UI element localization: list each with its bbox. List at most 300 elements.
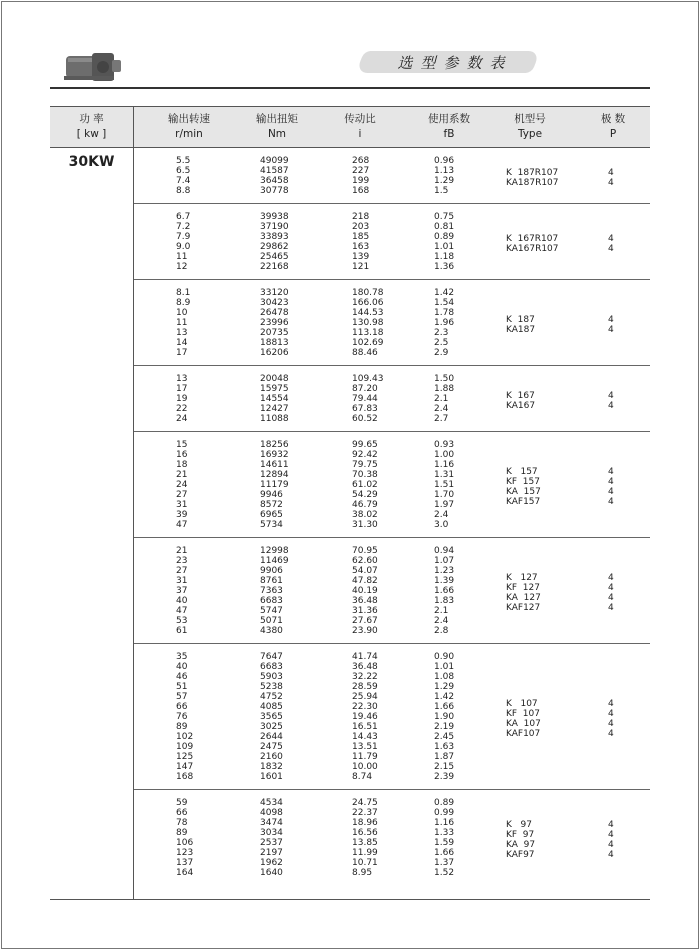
output-torque-column-value: 23996 [260, 318, 289, 328]
service-factor-column-value: 2.4 [434, 510, 449, 520]
poles-column-value: 4 [608, 583, 614, 593]
service-factor-column-value: 1.01 [434, 662, 455, 672]
ratio-column-value: 109.43 [352, 374, 384, 384]
table-group [134, 148, 650, 203]
output-torque-column-value: 5238 [260, 682, 283, 692]
service-factor-column [434, 212, 454, 272]
service-factor-column-value: 0.89 [434, 798, 455, 808]
output-speed-column-value: 24 [176, 414, 188, 424]
type-column-value: K 127 [506, 573, 538, 583]
ratio-column-value: 16.56 [352, 828, 378, 838]
output-speed-column-value: 9.0 [176, 242, 191, 252]
ratio-column-value: 11.79 [352, 752, 378, 762]
output-speed-column [176, 546, 187, 636]
ratio-column-value: 24.75 [352, 798, 378, 808]
type-column-value: KA187 [506, 325, 536, 335]
ratio-column-value: 16.51 [352, 722, 378, 732]
output-torque-column-value: 2475 [260, 742, 283, 752]
ratio-column-value: 180.78 [352, 288, 384, 298]
output-torque-column [260, 156, 289, 196]
output-speed-column-value: 24 [176, 480, 188, 490]
output-torque-column-value: 2160 [260, 752, 283, 762]
output-torque-column [260, 652, 283, 782]
poles-column-value: 4 [608, 325, 614, 335]
ratio-column-value: 139 [352, 252, 370, 262]
service-factor-column-value: 1.83 [434, 596, 455, 606]
service-factor-column-value: 1.36 [434, 262, 455, 272]
service-factor-column-value: 1.63 [434, 742, 455, 752]
col-torque: 输出扭矩 Nm [256, 113, 298, 140]
ratio-column-value: 121 [352, 262, 370, 272]
table-group [134, 538, 650, 643]
output-speed-column-value: 7.2 [176, 222, 191, 232]
output-torque-column-value: 12894 [260, 470, 289, 480]
service-factor-column-value: 0.81 [434, 222, 455, 232]
output-speed-column-value: 11 [176, 318, 188, 328]
poles-column-value: 4 [608, 168, 614, 178]
output-speed-column [176, 156, 190, 196]
output-speed-column [176, 440, 187, 530]
service-factor-column [434, 156, 454, 196]
type-column-value: K 107 [506, 699, 538, 709]
service-factor-column-value: 1.59 [434, 838, 455, 848]
header-rule [50, 87, 650, 89]
ratio-column [352, 212, 369, 272]
ratio-column-value: 185 [352, 232, 370, 242]
type-column-value: K 167 [506, 391, 535, 401]
poles-column-value: 4 [608, 477, 614, 487]
ratio-column-value: 27.67 [352, 616, 378, 626]
output-speed-column-value: 27 [176, 566, 188, 576]
output-speed-column-value: 17 [176, 384, 188, 394]
type-column-value: KF 107 [506, 709, 540, 719]
type-column-value: KAF107 [506, 729, 541, 739]
output-torque-column-value: 4380 [260, 626, 283, 636]
table-group [134, 644, 650, 789]
service-factor-column-value: 2.4 [434, 616, 449, 626]
service-factor-column [434, 288, 454, 358]
col-ratio: 传动比 i [344, 113, 376, 140]
output-torque-column-value: 39938 [260, 212, 289, 222]
output-speed-column-value: 18 [176, 460, 188, 470]
service-factor-column-value: 1.90 [434, 712, 455, 722]
output-torque-column-value: 3474 [260, 818, 283, 828]
service-factor-column-value: 1.78 [434, 308, 455, 318]
output-torque-column-value: 18256 [260, 440, 289, 450]
gear-motor-logo-icon [62, 48, 124, 84]
col-type: 机型号 Type [514, 113, 546, 140]
output-torque-column [260, 288, 289, 358]
output-torque-column-value: 12427 [260, 404, 289, 414]
output-torque-column-value: 37190 [260, 222, 289, 232]
output-speed-column-value: 106 [176, 838, 194, 848]
output-speed-column-value: 37 [176, 586, 188, 596]
output-speed-column-value: 125 [176, 752, 194, 762]
output-torque-column-value: 5734 [260, 520, 283, 530]
output-torque-column [260, 212, 289, 272]
output-torque-column-value: 30778 [260, 186, 289, 196]
output-torque-column-value: 4085 [260, 702, 283, 712]
output-torque-column-value: 15975 [260, 384, 289, 394]
table-group [134, 204, 650, 279]
type-column-value: KA 127 [506, 593, 541, 603]
output-speed-column-value: 102 [176, 732, 194, 742]
output-torque-column-value: 2644 [260, 732, 283, 742]
ratio-column-value: 62.60 [352, 556, 378, 566]
service-factor-column-value: 1.00 [434, 450, 455, 460]
output-speed-column-value: 51 [176, 682, 188, 692]
output-torque-column-value: 2537 [260, 838, 283, 848]
poles-column-value: 4 [608, 573, 614, 583]
ratio-column-value: 60.52 [352, 414, 378, 424]
output-torque-column-value: 8572 [260, 500, 283, 510]
service-factor-column-value: 1.51 [434, 480, 455, 490]
type-column-value: K 187 [506, 315, 535, 325]
output-speed-column-value: 47 [176, 606, 188, 616]
output-speed-column-value: 78 [176, 818, 188, 828]
output-speed-column-value: 164 [176, 868, 194, 878]
type-column-value: KA 157 [506, 487, 541, 497]
ratio-column-value: 99.65 [352, 440, 378, 450]
output-speed-column-value: 8.1 [176, 288, 191, 298]
output-speed-column-value: 27 [176, 490, 188, 500]
type-column [506, 820, 535, 860]
service-factor-column-value: 0.94 [434, 546, 455, 556]
output-speed-column-value: 57 [176, 692, 188, 702]
output-speed-column [176, 798, 193, 878]
ratio-column-value: 25.94 [352, 692, 378, 702]
output-speed-column-value: 12 [176, 262, 188, 272]
poles-column [608, 573, 614, 613]
output-torque-column-value: 11179 [260, 480, 289, 490]
poles-column-value: 4 [608, 699, 614, 709]
output-speed-column-value: 31 [176, 576, 188, 586]
output-speed-column-value: 22 [176, 404, 188, 414]
output-speed-column-value: 53 [176, 616, 188, 626]
service-factor-column-value: 3.0 [434, 520, 449, 530]
ratio-column-value: 8.74 [352, 772, 373, 782]
poles-column [608, 234, 614, 254]
ratio-column-value: 13.85 [352, 838, 378, 848]
output-speed-column-value: 168 [176, 772, 194, 782]
type-column [506, 573, 541, 613]
output-torque-column-value: 36458 [260, 176, 289, 186]
output-speed-column-value: 89 [176, 828, 188, 838]
service-factor-column-value: 1.31 [434, 470, 455, 480]
output-speed-column-value: 15 [176, 440, 188, 450]
service-factor-column-value: 1.5 [434, 186, 449, 196]
output-speed-column-value: 16 [176, 450, 188, 460]
col-service-factor: 使用系数 fB [428, 113, 470, 140]
poles-column [608, 391, 614, 411]
ratio-column-value: 61.02 [352, 480, 378, 490]
output-torque-column-value: 6965 [260, 510, 283, 520]
poles-column-value: 4 [608, 497, 614, 507]
output-speed-column-value: 35 [176, 652, 188, 662]
output-speed-column-value: 10 [176, 308, 188, 318]
output-speed-column-value: 39 [176, 510, 188, 520]
service-factor-column-value: 1.01 [434, 242, 455, 252]
service-factor-column-value: 1.66 [434, 586, 455, 596]
ratio-column-value: 163 [352, 242, 370, 252]
output-torque-column [260, 374, 289, 424]
service-factor-column-value: 2.5 [434, 338, 449, 348]
output-torque-column-value: 8761 [260, 576, 283, 586]
poles-column-value: 4 [608, 391, 614, 401]
service-factor-column-value: 0.99 [434, 808, 455, 818]
type-column [506, 391, 535, 411]
ratio-column-value: 41.74 [352, 652, 378, 662]
service-factor-column [434, 798, 454, 878]
output-torque-column-value: 18813 [260, 338, 289, 348]
service-factor-column-value: 0.96 [434, 156, 455, 166]
type-column-value: KF 97 [506, 830, 535, 840]
ratio-column-value: 70.95 [352, 546, 378, 556]
service-factor-column-value: 1.66 [434, 848, 455, 858]
service-factor-column-value: 1.52 [434, 868, 455, 878]
output-torque-column-value: 1601 [260, 772, 283, 782]
service-factor-column-value: 1.33 [434, 828, 455, 838]
poles-column-value: 4 [608, 487, 614, 497]
ratio-column-value: 70.38 [352, 470, 378, 480]
output-speed-column-value: 17 [176, 348, 188, 358]
service-factor-column-value: 0.93 [434, 440, 455, 450]
ratio-column-value: 11.99 [352, 848, 378, 858]
output-torque-column-value: 22168 [260, 262, 289, 272]
ratio-column-value: 36.48 [352, 596, 378, 606]
ratio-column [352, 440, 378, 530]
power-value: 30KW [68, 154, 115, 170]
type-column-value: K 187R107 [506, 168, 559, 178]
type-column [506, 234, 559, 254]
poles-column-value: 4 [608, 401, 614, 411]
service-factor-column [434, 652, 454, 782]
output-torque-column [260, 546, 289, 636]
output-torque-column-value: 4534 [260, 798, 283, 808]
output-torque-column-value: 11088 [260, 414, 289, 424]
output-torque-column-value: 49099 [260, 156, 289, 166]
ratio-column-value: 203 [352, 222, 370, 232]
service-factor-column-value: 1.13 [434, 166, 455, 176]
ratio-column-value: 67.83 [352, 404, 378, 414]
poles-column-value: 4 [608, 603, 614, 613]
service-factor-column-value: 1.08 [434, 672, 455, 682]
type-column-value: KF 127 [506, 583, 540, 593]
ratio-column-value: 8.95 [352, 868, 373, 878]
ratio-column-value: 46.79 [352, 500, 378, 510]
ratio-column-value: 87.20 [352, 384, 378, 394]
output-torque-column-value: 11469 [260, 556, 289, 566]
poles-column-value: 4 [608, 178, 614, 188]
ratio-column-value: 199 [352, 176, 370, 186]
output-speed-column-value: 47 [176, 520, 188, 530]
output-torque-column-value: 33120 [260, 288, 289, 298]
output-speed-column-value: 23 [176, 556, 188, 566]
service-factor-column-value: 2.8 [434, 626, 449, 636]
ratio-column-value: 28.59 [352, 682, 378, 692]
output-torque-column [260, 798, 283, 878]
output-torque-column-value: 20735 [260, 328, 289, 338]
ratio-column [352, 288, 384, 358]
output-speed-column-value: 66 [176, 808, 188, 818]
service-factor-column-value: 1.29 [434, 176, 455, 186]
service-factor-column-value: 1.42 [434, 692, 455, 702]
output-speed-column-value: 7.4 [176, 176, 191, 186]
output-speed-column-value: 13 [176, 374, 188, 384]
output-torque-column-value: 1832 [260, 762, 283, 772]
output-torque-column-value: 7363 [260, 586, 283, 596]
ratio-column-value: 268 [352, 156, 370, 166]
ratio-column-value: 47.82 [352, 576, 378, 586]
poles-column-value: 4 [608, 820, 614, 830]
ratio-column [352, 652, 378, 782]
service-factor-column-value: 2.19 [434, 722, 455, 732]
poles-column [608, 315, 614, 335]
output-speed-column-value: 89 [176, 722, 188, 732]
service-factor-column-value: 2.3 [434, 328, 449, 338]
service-factor-column-value: 0.89 [434, 232, 455, 242]
ratio-column-value: 31.36 [352, 606, 378, 616]
output-speed-column [176, 212, 190, 272]
ratio-column-value: 22.30 [352, 702, 378, 712]
output-torque-column-value: 12998 [260, 546, 289, 556]
ratio-column-value: 54.07 [352, 566, 378, 576]
service-factor-column-value: 1.07 [434, 556, 455, 566]
ratio-column [352, 156, 369, 196]
output-torque-column-value: 3025 [260, 722, 283, 732]
ratio-column-value: 31.30 [352, 520, 378, 530]
output-speed-column-value: 61 [176, 626, 188, 636]
poles-column-value: 4 [608, 840, 614, 850]
ratio-column-value: 13.51 [352, 742, 378, 752]
poles-column [608, 467, 614, 507]
type-column-value: K 97 [506, 820, 532, 830]
output-speed-column-value: 7.9 [176, 232, 191, 242]
ratio-column-value: 113.18 [352, 328, 384, 338]
output-torque-column [260, 440, 289, 530]
output-torque-column-value: 1962 [260, 858, 283, 868]
output-torque-column-value: 6683 [260, 662, 283, 672]
type-column [506, 699, 541, 739]
poles-column-value: 4 [608, 315, 614, 325]
poles-column-value: 4 [608, 830, 614, 840]
col-poles: 极 数 P [600, 113, 626, 140]
poles-column-value: 4 [608, 719, 614, 729]
output-torque-column-value: 29862 [260, 242, 289, 252]
output-speed-column-value: 137 [176, 858, 194, 868]
type-column [506, 315, 535, 335]
type-column-value: K 167R107 [506, 234, 559, 244]
type-column-value: KAF127 [506, 603, 541, 613]
service-factor-column-value: 1.66 [434, 702, 455, 712]
output-torque-column-value: 5747 [260, 606, 283, 616]
service-factor-column-value: 1.18 [434, 252, 455, 262]
type-column-value: KAF97 [506, 850, 535, 860]
poles-column-value: 4 [608, 729, 614, 739]
ratio-column-value: 14.43 [352, 732, 378, 742]
poles-column-value: 4 [608, 244, 614, 254]
ratio-column [352, 546, 378, 636]
output-speed-column [176, 288, 190, 358]
service-factor-column [434, 440, 454, 530]
output-speed-column-value: 40 [176, 596, 188, 606]
ratio-column-value: 38.02 [352, 510, 378, 520]
service-factor-column-value: 1.87 [434, 752, 455, 762]
output-torque-column-value: 2197 [260, 848, 283, 858]
output-speed-column-value: 11 [176, 252, 188, 262]
service-factor-column-value: 2.1 [434, 606, 449, 616]
type-column-value: KA 97 [506, 840, 536, 850]
output-torque-column-value: 3565 [260, 712, 283, 722]
output-speed-column-value: 147 [176, 762, 194, 772]
service-factor-column-value: 2.7 [434, 414, 449, 424]
service-factor-column-value: 2.4 [434, 404, 449, 414]
ratio-column-value: 10.00 [352, 762, 378, 772]
output-torque-column-value: 14611 [260, 460, 289, 470]
output-torque-column-value: 16206 [260, 348, 289, 358]
output-torque-column-value: 4752 [260, 692, 283, 702]
type-column [506, 467, 541, 507]
ratio-column-value: 79.44 [352, 394, 378, 404]
service-factor-column-value: 1.16 [434, 818, 455, 828]
page-title: 选型参数表 [397, 54, 513, 72]
output-torque-column-value: 5903 [260, 672, 283, 682]
output-torque-column-value: 26478 [260, 308, 289, 318]
output-torque-column-value: 16932 [260, 450, 289, 460]
type-column-value: KA167 [506, 401, 536, 411]
output-torque-column-value: 4098 [260, 808, 283, 818]
table-header [50, 107, 650, 148]
service-factor-column-value: 0.75 [434, 212, 455, 222]
service-factor-column-value: 1.29 [434, 682, 455, 692]
poles-column-value: 4 [608, 709, 614, 719]
type-column-value: K 157 [506, 467, 538, 477]
service-factor-column-value: 1.54 [434, 298, 455, 308]
ratio-column-value: 10.71 [352, 858, 378, 868]
output-speed-column-value: 6.5 [176, 166, 191, 176]
service-factor-column-value: 2.45 [434, 732, 455, 742]
output-speed-column-value: 21 [176, 470, 188, 480]
poles-column [608, 699, 614, 739]
ratio-column-value: 18.96 [352, 818, 378, 828]
output-speed-column-value: 8.8 [176, 186, 191, 196]
service-factor-column-value: 1.97 [434, 500, 455, 510]
output-torque-column-value: 25465 [260, 252, 289, 262]
output-speed-column-value: 6.7 [176, 212, 191, 222]
service-factor-column-value: 1.88 [434, 384, 455, 394]
type-column-value: KA187R107 [506, 178, 559, 188]
poles-column-value: 4 [608, 467, 614, 477]
service-factor-column-value: 1.39 [434, 576, 455, 586]
ratio-column-value: 168 [352, 186, 370, 196]
output-torque-column-value: 9946 [260, 490, 283, 500]
output-speed-column [176, 652, 193, 782]
type-column [506, 168, 559, 188]
output-speed-column-value: 109 [176, 742, 194, 752]
output-speed-column-value: 19 [176, 394, 188, 404]
ratio-column-value: 92.42 [352, 450, 378, 460]
output-torque-column-value: 41587 [260, 166, 289, 176]
poles-column-value: 4 [608, 850, 614, 860]
ratio-column-value: 166.06 [352, 298, 384, 308]
service-factor-column-value: 2.39 [434, 772, 455, 782]
output-torque-column-value: 1640 [260, 868, 283, 878]
ratio-column-value: 102.69 [352, 338, 384, 348]
table-group [134, 432, 650, 537]
table-group [134, 790, 650, 885]
poles-column [608, 168, 614, 188]
output-torque-column-value: 9906 [260, 566, 283, 576]
